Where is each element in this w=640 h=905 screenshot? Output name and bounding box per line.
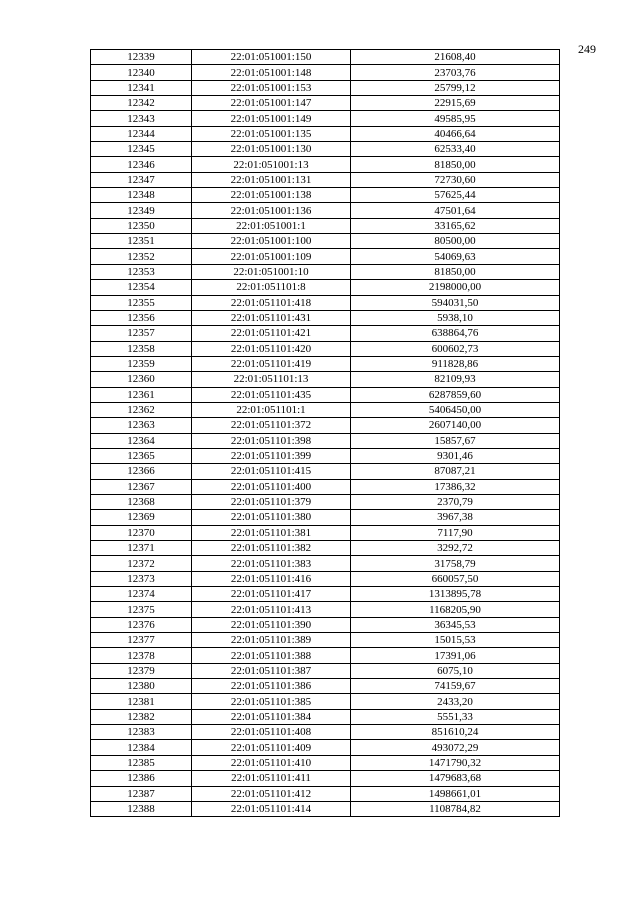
value-cell: 15015,53 — [351, 633, 560, 648]
row-number-cell: 12355 — [91, 295, 192, 310]
row-number-cell: 12368 — [91, 494, 192, 509]
row-number-cell: 12357 — [91, 326, 192, 341]
value-cell: 22915,69 — [351, 96, 560, 111]
row-number-cell: 12365 — [91, 448, 192, 463]
value-cell: 33165,62 — [351, 218, 560, 233]
row-number-cell: 12352 — [91, 249, 192, 264]
row-number-cell: 12349 — [91, 203, 192, 218]
cadastral-number-cell: 22:01:051101:415 — [192, 464, 351, 479]
row-number-cell: 12380 — [91, 679, 192, 694]
value-cell: 600602,73 — [351, 341, 560, 356]
page-number: 249 — [578, 42, 596, 56]
cadastral-number-cell: 22:01:051001:147 — [192, 96, 351, 111]
table-row — [91, 65, 560, 80]
row-number-cell: 12360 — [91, 372, 192, 387]
cadastral-number-cell: 22:01:051101:410 — [192, 755, 351, 770]
row-number-cell: 12379 — [91, 663, 192, 678]
row-number-cell: 12371 — [91, 541, 192, 556]
row-number-cell: 12376 — [91, 617, 192, 632]
row-number-cell: 12377 — [91, 633, 192, 648]
table-row — [91, 755, 560, 770]
value-cell: 47501,64 — [351, 203, 560, 218]
value-cell: 80500,00 — [351, 234, 560, 249]
row-number-cell: 12383 — [91, 725, 192, 740]
value-cell: 1108784,82 — [351, 801, 560, 816]
table-row — [91, 771, 560, 786]
row-number-cell: 12370 — [91, 525, 192, 540]
row-number-cell: 12382 — [91, 709, 192, 724]
cadastral-number-cell: 22:01:051001:135 — [192, 126, 351, 141]
row-number-cell: 12359 — [91, 356, 192, 371]
row-number-cell: 12381 — [91, 694, 192, 709]
table-row — [91, 464, 560, 479]
table-row — [91, 433, 560, 448]
cadastral-number-cell: 22:01:051101:13 — [192, 372, 351, 387]
cadastral-number-cell: 22:01:051101:409 — [192, 740, 351, 755]
cadastral-number-cell: 22:01:051001:130 — [192, 142, 351, 157]
cadastral-number-cell: 22:01:051001:100 — [192, 234, 351, 249]
table-row — [91, 280, 560, 295]
table-row — [91, 80, 560, 95]
table-row — [91, 448, 560, 463]
cadastral-number-cell: 22:01:051101:390 — [192, 617, 351, 632]
cadastral-number-cell: 22:01:051101:421 — [192, 326, 351, 341]
cadastral-number-cell: 22:01:051101:372 — [192, 418, 351, 433]
table-row — [91, 234, 560, 249]
table-row — [91, 694, 560, 709]
table-row — [91, 786, 560, 801]
cadastral-number-cell: 22:01:051101:399 — [192, 448, 351, 463]
row-number-cell: 12358 — [91, 341, 192, 356]
value-cell: 36345,53 — [351, 617, 560, 632]
row-number-cell: 12346 — [91, 157, 192, 172]
value-cell: 54069,63 — [351, 249, 560, 264]
cadastral-number-cell: 22:01:051001:153 — [192, 80, 351, 95]
cadastral-number-cell: 22:01:051101:411 — [192, 771, 351, 786]
cadastral-number-cell: 22:01:051101:381 — [192, 525, 351, 540]
row-number-cell: 12362 — [91, 402, 192, 417]
table-row — [91, 418, 560, 433]
cadastral-number-cell: 22:01:051001:109 — [192, 249, 351, 264]
table-row — [91, 203, 560, 218]
cadastral-number-cell: 22:01:051101:420 — [192, 341, 351, 356]
table-row — [91, 679, 560, 694]
row-number-cell: 12341 — [91, 80, 192, 95]
table-row — [91, 479, 560, 494]
table-row — [91, 218, 560, 233]
cadastral-number-cell: 22:01:051101:385 — [192, 694, 351, 709]
table-row — [91, 556, 560, 571]
row-number-cell: 12386 — [91, 771, 192, 786]
table-row — [91, 801, 560, 816]
row-number-cell: 12350 — [91, 218, 192, 233]
cadastral-number-cell: 22:01:051101:8 — [192, 280, 351, 295]
value-cell: 17386,32 — [351, 479, 560, 494]
value-cell: 1498661,01 — [351, 786, 560, 801]
table-row — [91, 587, 560, 602]
table-row — [91, 402, 560, 417]
cadastral-number-cell: 22:01:051101:379 — [192, 494, 351, 509]
value-cell: 17391,06 — [351, 648, 560, 663]
cadastral-number-cell: 22:01:051101:388 — [192, 648, 351, 663]
value-cell: 74159,67 — [351, 679, 560, 694]
cadastral-number-cell: 22:01:051001:1 — [192, 218, 351, 233]
cadastral-number-cell: 22:01:051101:412 — [192, 786, 351, 801]
cadastral-number-cell: 22:01:051001:150 — [192, 50, 351, 65]
table-row — [91, 571, 560, 586]
table-row — [91, 356, 560, 371]
cadastral-number-cell: 22:01:051101:414 — [192, 801, 351, 816]
value-cell: 1313895,78 — [351, 587, 560, 602]
value-cell: 6075,10 — [351, 663, 560, 678]
table-row — [91, 172, 560, 187]
value-cell: 5551,33 — [351, 709, 560, 724]
row-number-cell: 12342 — [91, 96, 192, 111]
value-cell: 5938,10 — [351, 310, 560, 325]
table-row — [91, 617, 560, 632]
row-number-cell: 12361 — [91, 387, 192, 402]
value-cell: 1479683,68 — [351, 771, 560, 786]
row-number-cell: 12351 — [91, 234, 192, 249]
value-cell: 5406450,00 — [351, 402, 560, 417]
value-cell: 40466,64 — [351, 126, 560, 141]
cadastral-number-cell: 22:01:051001:136 — [192, 203, 351, 218]
table-row — [91, 326, 560, 341]
value-cell: 851610,24 — [351, 725, 560, 740]
value-cell: 911828,86 — [351, 356, 560, 371]
cadastral-number-cell: 22:01:051101:417 — [192, 587, 351, 602]
row-number-cell: 12387 — [91, 786, 192, 801]
cadastral-number-cell: 22:01:051101:398 — [192, 433, 351, 448]
value-cell: 660057,50 — [351, 571, 560, 586]
value-cell: 1471790,32 — [351, 755, 560, 770]
value-cell: 1168205,90 — [351, 602, 560, 617]
row-number-cell: 12363 — [91, 418, 192, 433]
value-cell: 3292,72 — [351, 541, 560, 556]
row-number-cell: 12347 — [91, 172, 192, 187]
table-row — [91, 709, 560, 724]
cadastral-number-cell: 22:01:051001:148 — [192, 65, 351, 80]
value-cell: 21608,40 — [351, 50, 560, 65]
value-cell: 9301,46 — [351, 448, 560, 463]
table-row — [91, 740, 560, 755]
value-cell: 2198000,00 — [351, 280, 560, 295]
cadastral-number-cell: 22:01:051101:413 — [192, 602, 351, 617]
table-row — [91, 142, 560, 157]
cadastral-number-cell: 22:01:051101:383 — [192, 556, 351, 571]
table-row — [91, 494, 560, 509]
value-cell: 31758,79 — [351, 556, 560, 571]
cadastral-number-cell: 22:01:051101:408 — [192, 725, 351, 740]
row-number-cell: 12367 — [91, 479, 192, 494]
row-number-cell: 12388 — [91, 801, 192, 816]
cadastral-number-cell: 22:01:051101:400 — [192, 479, 351, 494]
value-cell: 15857,67 — [351, 433, 560, 448]
cadastral-number-cell: 22:01:051101:419 — [192, 356, 351, 371]
table-row — [91, 96, 560, 111]
cadastral-number-cell: 22:01:051101:416 — [192, 571, 351, 586]
value-cell: 2370,79 — [351, 494, 560, 509]
cadastral-number-cell: 22:01:051101:418 — [192, 295, 351, 310]
value-cell: 493072,29 — [351, 740, 560, 755]
value-cell: 594031,50 — [351, 295, 560, 310]
table-row — [91, 111, 560, 126]
table-body — [91, 50, 560, 817]
cadastral-number-cell: 22:01:051101:435 — [192, 387, 351, 402]
value-cell: 638864,76 — [351, 326, 560, 341]
table-row — [91, 510, 560, 525]
cadastral-number-cell: 22:01:051101:1 — [192, 402, 351, 417]
row-number-cell: 12384 — [91, 740, 192, 755]
table-row — [91, 602, 560, 617]
value-cell: 72730,60 — [351, 172, 560, 187]
table-row — [91, 541, 560, 556]
cadastral-number-cell: 22:01:051001:131 — [192, 172, 351, 187]
row-number-cell: 12353 — [91, 264, 192, 279]
table-row — [91, 157, 560, 172]
cadastral-number-cell: 22:01:051101:386 — [192, 679, 351, 694]
table-row — [91, 341, 560, 356]
row-number-cell: 12343 — [91, 111, 192, 126]
table-row — [91, 295, 560, 310]
value-cell: 7117,90 — [351, 525, 560, 540]
row-number-cell: 12366 — [91, 464, 192, 479]
row-number-cell: 12378 — [91, 648, 192, 663]
row-number-cell: 12354 — [91, 280, 192, 295]
row-number-cell: 12374 — [91, 587, 192, 602]
cadastral-number-cell: 22:01:051101:387 — [192, 663, 351, 678]
table-row — [91, 310, 560, 325]
value-cell: 2607140,00 — [351, 418, 560, 433]
table-row — [91, 387, 560, 402]
table-row — [91, 525, 560, 540]
cadastral-number-cell: 22:01:051001:13 — [192, 157, 351, 172]
value-cell: 49585,95 — [351, 111, 560, 126]
value-cell: 62533,40 — [351, 142, 560, 157]
row-number-cell: 12375 — [91, 602, 192, 617]
value-cell: 6287859,60 — [351, 387, 560, 402]
row-number-cell: 12385 — [91, 755, 192, 770]
row-number-cell: 12364 — [91, 433, 192, 448]
value-cell: 2433,20 — [351, 694, 560, 709]
table-row — [91, 372, 560, 387]
table-row — [91, 648, 560, 663]
value-cell: 57625,44 — [351, 188, 560, 203]
cadastral-number-cell: 22:01:051101:389 — [192, 633, 351, 648]
value-cell: 23703,76 — [351, 65, 560, 80]
value-cell: 81850,00 — [351, 264, 560, 279]
cadastral-number-cell: 22:01:051001:138 — [192, 188, 351, 203]
value-cell: 82109,93 — [351, 372, 560, 387]
table-row — [91, 126, 560, 141]
cadastral-number-cell: 22:01:051101:380 — [192, 510, 351, 525]
table-row — [91, 264, 560, 279]
row-number-cell: 12345 — [91, 142, 192, 157]
cadastral-number-cell: 22:01:051101:384 — [192, 709, 351, 724]
table-row — [91, 188, 560, 203]
row-number-cell: 12348 — [91, 188, 192, 203]
row-number-cell: 12339 — [91, 50, 192, 65]
row-number-cell: 12372 — [91, 556, 192, 571]
row-number-cell: 12340 — [91, 65, 192, 80]
value-cell: 87087,21 — [351, 464, 560, 479]
row-number-cell: 12369 — [91, 510, 192, 525]
cadastral-number-cell: 22:01:051101:382 — [192, 541, 351, 556]
table-row — [91, 663, 560, 678]
value-cell: 81850,00 — [351, 157, 560, 172]
cadastral-number-cell: 22:01:051001:149 — [192, 111, 351, 126]
table-row — [91, 50, 560, 65]
table-row — [91, 633, 560, 648]
row-number-cell: 12344 — [91, 126, 192, 141]
table-row — [91, 725, 560, 740]
row-number-cell: 12356 — [91, 310, 192, 325]
registry-table — [90, 49, 560, 817]
cadastral-number-cell: 22:01:051001:10 — [192, 264, 351, 279]
cadastral-number-cell: 22:01:051101:431 — [192, 310, 351, 325]
table-row — [91, 249, 560, 264]
value-cell: 25799,12 — [351, 80, 560, 95]
value-cell: 3967,38 — [351, 510, 560, 525]
row-number-cell: 12373 — [91, 571, 192, 586]
